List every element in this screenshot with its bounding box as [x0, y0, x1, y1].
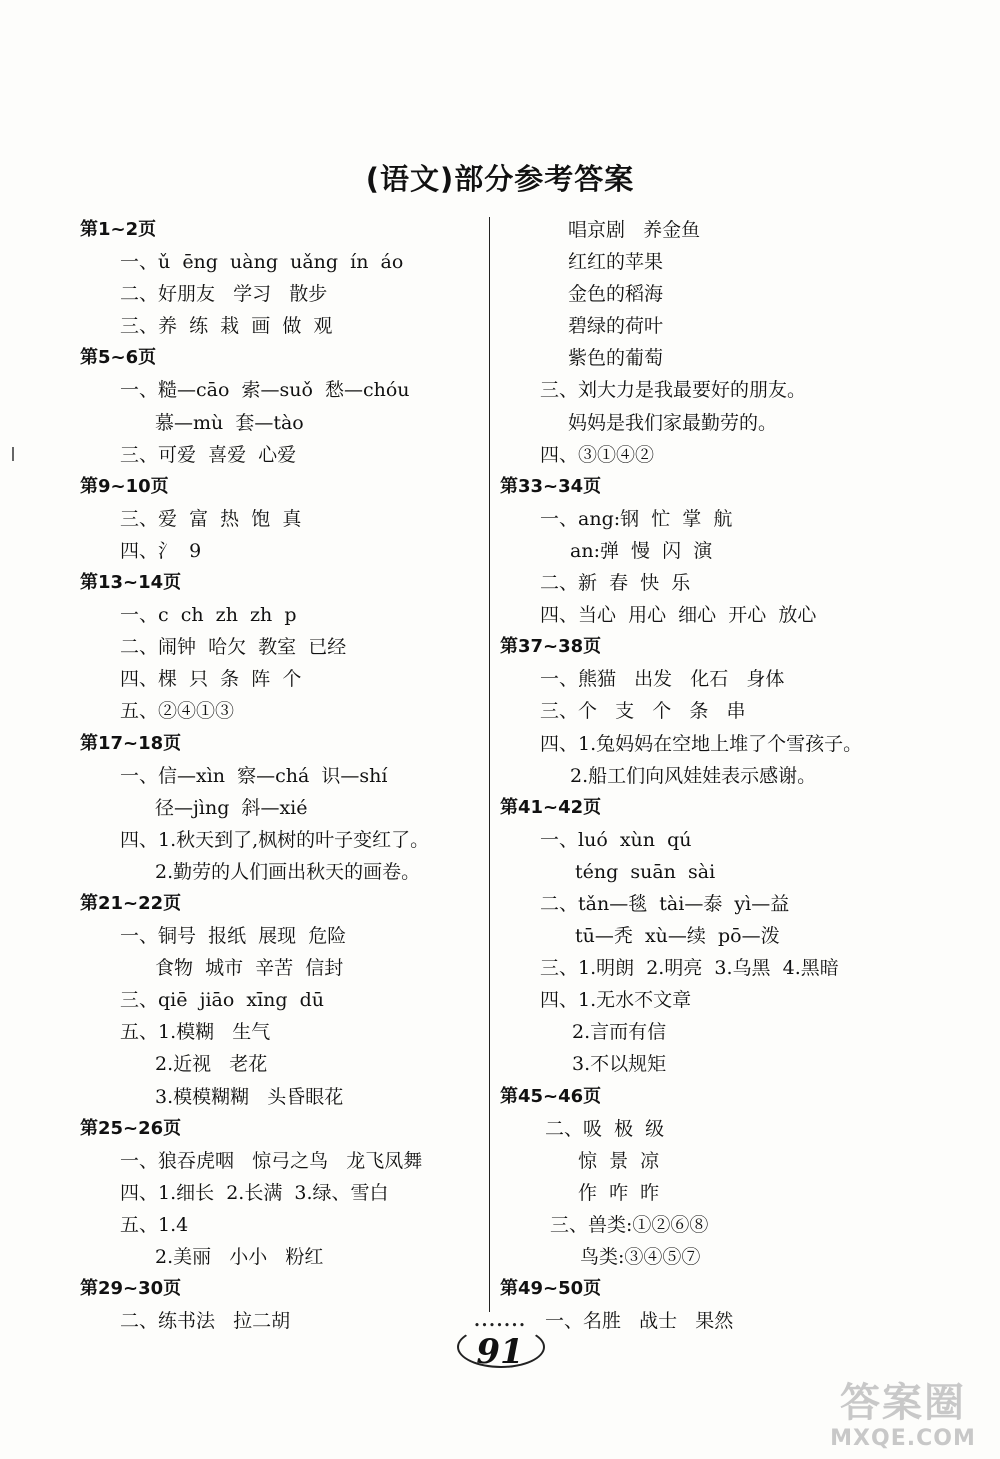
answer-line: 一、狼吞虎咽 惊弓之鸟 龙飞凤舞	[120, 1149, 423, 1172]
page-range-heading: 第25~26页	[80, 1117, 182, 1139]
page-range-heading: 第13~14页	[80, 572, 182, 594]
answer-line: 一、c ch zh zh p	[120, 604, 297, 627]
answer-line: 金色的稻海	[568, 283, 664, 306]
answer-line: 2.言而有信	[572, 1021, 667, 1044]
answer-line: 三、兽类:①②⑥⑧	[550, 1213, 709, 1236]
page-range-heading: 第41~42页	[500, 796, 602, 818]
answer-line: 三、个 支 个 条 串	[540, 700, 746, 723]
answer-line: 一、ǔ ēng uàng uǎng ín áo	[120, 251, 404, 274]
answer-line: 三、可爱 喜爱 心爱	[120, 443, 297, 466]
answer-line: 二、吸 极 级	[545, 1117, 665, 1140]
answer-line: 三、养 练 栽 画 做 观	[120, 315, 333, 338]
page-number: 91	[476, 1332, 524, 1372]
page-range-heading: 第21~22页	[80, 892, 182, 914]
answer-line: 一、名胜 战士 果然	[545, 1310, 734, 1333]
ornament-dots: •••••••	[473, 1319, 527, 1332]
answer-line: 3.不以规矩	[572, 1053, 667, 1076]
answer-line: 四、当心 用心 细心 开心 放心	[540, 604, 817, 627]
answer-line: 碧绿的荷叶	[568, 315, 664, 338]
answer-line: 紫色的葡萄	[568, 347, 664, 370]
answer-line: 惊 景 凉	[578, 1149, 660, 1172]
page-range-heading: 第49~50页	[500, 1278, 602, 1300]
page-range-heading: 第33~34页	[500, 475, 602, 497]
answer-line: 二、练书法 拉二胡	[120, 1310, 291, 1333]
left-column	[80, 214, 480, 1337]
answer-line: 三、1.明朗 2.明亮 3.乌黑 4.黑暗	[540, 957, 839, 980]
answer-line: 四、1.兔妈妈在空地上堆了个雪孩子。	[540, 732, 863, 755]
answer-line: 食物 城市 辛苦 信封	[155, 957, 344, 980]
answer-line: 二、闹钟 哈欠 教室 已经	[120, 636, 347, 659]
answer-line: 二、新 春 快 乐	[540, 572, 691, 595]
answer-line: an:弹 慢 闪 演	[570, 539, 713, 562]
answer-line: 五、②④①③	[120, 700, 235, 723]
answer-line: 2.船工们向风娃娃表示感谢。	[570, 764, 817, 787]
page-range-heading: 第29~30页	[80, 1278, 182, 1300]
page-range-heading: 第17~18页	[80, 732, 182, 754]
scan-speck	[12, 447, 14, 461]
column-divider	[489, 217, 490, 1312]
answer-line: tū—秃 xù—续 pō—泼	[575, 925, 780, 948]
answer-line: 妈妈是我们家最勤劳的。	[568, 411, 778, 434]
answer-line: 四、1.无水不文章	[540, 989, 692, 1012]
answer-line: 二、好朋友 学习 散步	[120, 283, 328, 306]
answer-line: 一、信—xìn 察—chá 识—shí	[120, 764, 388, 787]
answer-line: 三、爱 富 热 饱 真	[120, 507, 302, 530]
answer-line: 四、1.秋天到了,枫树的叶子变红了。	[120, 828, 430, 851]
answer-line: téng suān sài	[575, 860, 716, 883]
watermark-site: MXQE.COM	[830, 1426, 976, 1451]
page-title: (语文)部分参考答案	[365, 162, 635, 196]
answer-line: 二、tǎn—毯 tài—泰 yì—益	[540, 892, 790, 915]
answer-line: 3.模模糊糊 头昏眼花	[155, 1085, 344, 1108]
page-number-badge	[455, 1320, 545, 1370]
answer-line: 五、1.4	[120, 1213, 189, 1236]
answer-line: 2.近视 老花	[155, 1053, 268, 1076]
answer-line: 四、棵 只 条 阵 个	[120, 668, 302, 691]
answer-line: 慕—mù 套—tào	[155, 411, 304, 434]
page-range-heading: 第45~46页	[500, 1085, 602, 1107]
answer-line: 三、qiē jiāo xīng dū	[120, 989, 325, 1012]
page-range-heading: 第37~38页	[500, 636, 602, 658]
page-range-heading: 第9~10页	[80, 475, 169, 497]
watermark-logo-text: 答案圈	[840, 1380, 966, 1426]
page-number-ornament	[457, 1326, 545, 1368]
answer-line: 一、铜号 报纸 展现 危险	[120, 925, 347, 948]
answer-line: 鸟类:③④⑤⑦	[580, 1246, 701, 1268]
answer-line: 红红的苹果	[568, 251, 664, 274]
page-range-heading: 第5~6页	[80, 347, 157, 369]
answer-line: 唱京剧 养金鱼	[568, 219, 701, 241]
answer-line: 四、氵 9	[120, 539, 202, 562]
page-range-heading: 第1~2页	[80, 219, 157, 240]
answer-line: 2.美丽 小小 粉红	[155, 1246, 324, 1268]
answer-line: 一、熊猫 出发 化石 身体	[540, 668, 785, 691]
answer-line: 一、ang:钢 忙 掌 航	[540, 507, 733, 530]
answer-line: 2.勤劳的人们画出秋天的画卷。	[155, 860, 421, 883]
answer-line: 一、糙—cāo 索—suǒ 愁—chóu	[120, 379, 410, 402]
watermark	[808, 1380, 998, 1458]
answer-line: 四、1.细长 2.长满 3.绿、雪白	[120, 1181, 389, 1204]
answer-line: 一、luó xùn qú	[540, 828, 692, 851]
answer-line: 三、刘大力是我最要好的朋友。	[540, 379, 807, 402]
answer-line: 作 咋 昨	[578, 1181, 660, 1204]
answer-line: 径—jìng 斜—xié	[155, 796, 308, 819]
answer-line: 四、③①④②	[540, 443, 655, 466]
right-column	[500, 214, 940, 1337]
answer-line: 五、1.模糊 生气	[120, 1021, 271, 1044]
